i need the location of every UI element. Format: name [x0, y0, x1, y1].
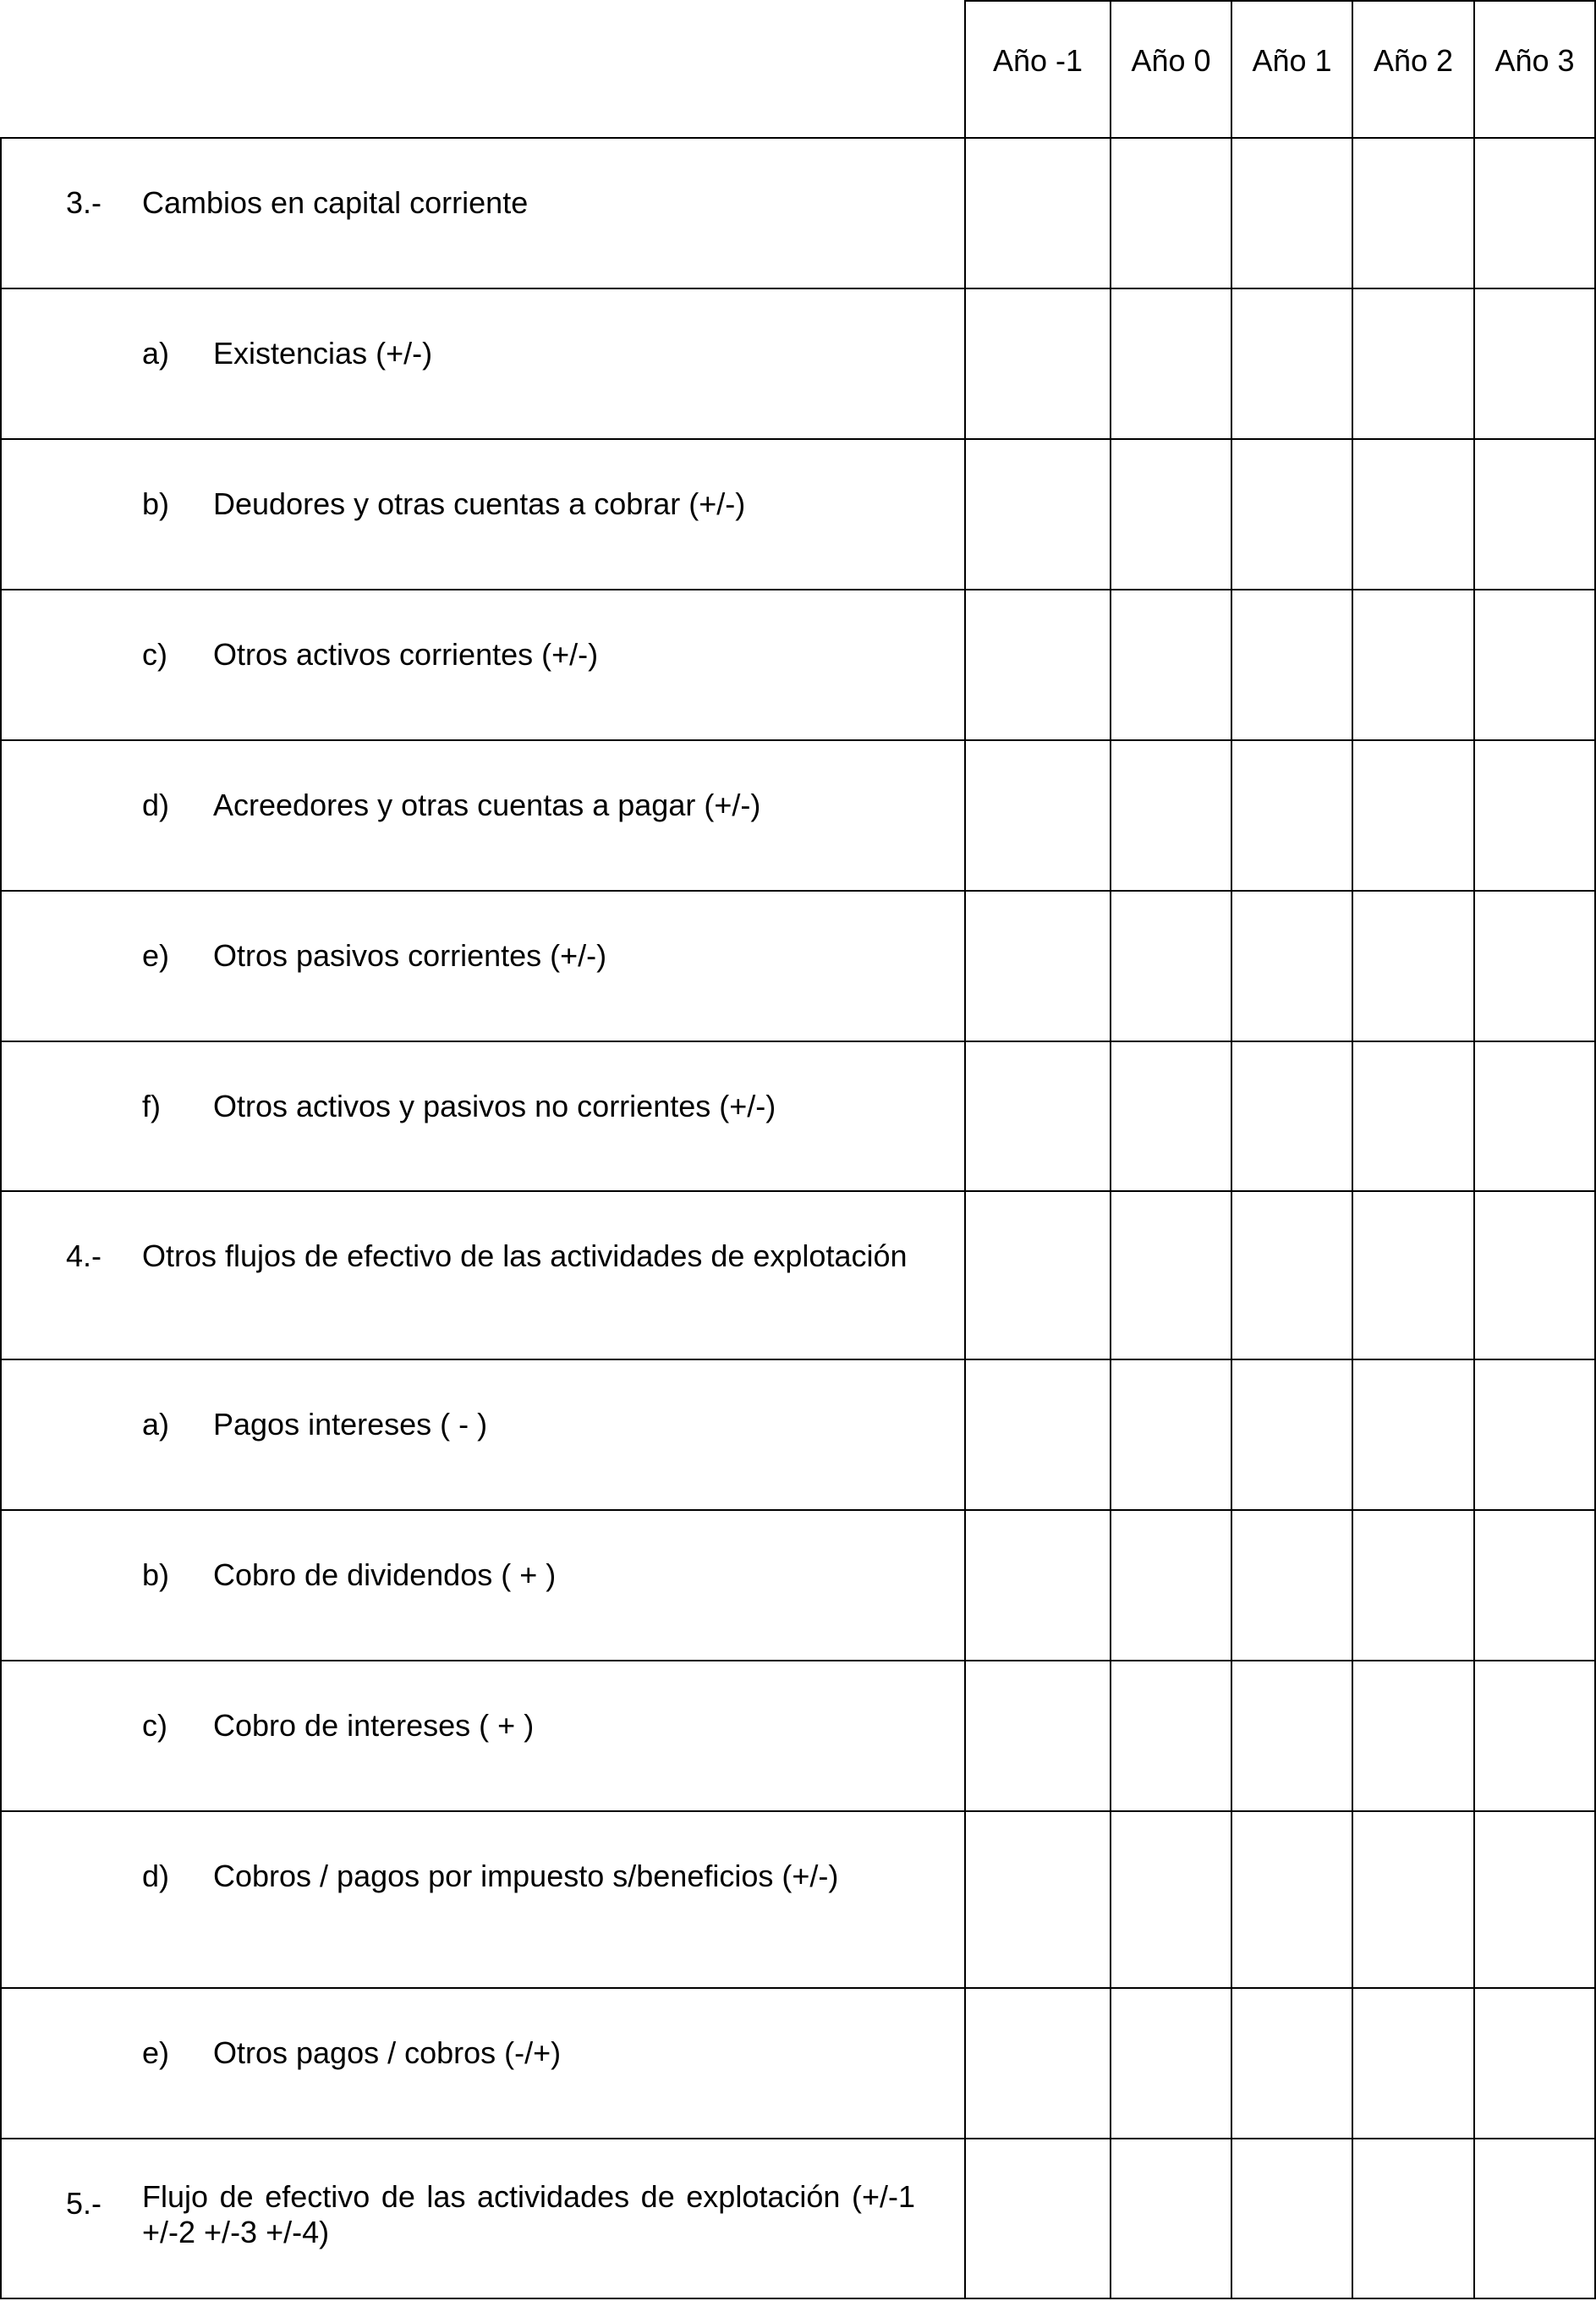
- row-number: e): [142, 938, 170, 973]
- row-label: Cambios en capital corriente: [142, 185, 529, 220]
- row-label: Otros pasivos corrientes (+/-): [213, 938, 607, 973]
- row-number: f): [142, 1089, 161, 1123]
- row-number: a): [142, 1407, 170, 1442]
- row-number: 4.-: [66, 1238, 102, 1273]
- column-header-year-minus-1: Año -1: [992, 42, 1083, 78]
- row-number: 5.-: [66, 2186, 102, 2221]
- table-row: [0, 1360, 964, 1509]
- table-row: [0, 1511, 964, 1660]
- table-border-bottom: [0, 2298, 1596, 2299]
- column-header-year-2: Año 2: [1373, 42, 1454, 78]
- column-divider: [1352, 0, 1353, 2299]
- row-label: Otros flujos de efectivo de las actividades de explotación: [142, 1238, 908, 1273]
- row-number: c): [142, 1708, 167, 1743]
- table-row: [0, 1042, 964, 1190]
- row-label: Cobro de dividendos ( + ): [213, 1557, 557, 1592]
- column-header-year-0: Año 0: [1131, 42, 1211, 78]
- row-label: Deudores y otras cuentas a cobrar (+/-): [213, 486, 746, 521]
- column-header-year-3: Año 3: [1495, 42, 1575, 78]
- row-label: Existencias (+/-): [213, 336, 433, 371]
- table-row: [0, 1989, 964, 2138]
- table-row: [0, 1192, 964, 1359]
- row-label: Pagos intereses ( - ): [213, 1407, 488, 1442]
- table-row: [0, 440, 964, 589]
- row-number: d): [142, 788, 170, 822]
- row-label: Acreedores y otras cuentas a pagar (+/-): [213, 788, 761, 822]
- row-number: b): [142, 486, 170, 521]
- row-label: Otros activos corrientes (+/-): [213, 637, 599, 672]
- row-label: Otros activos y pasivos no corrientes (+/-): [213, 1089, 776, 1123]
- table-row: [0, 289, 964, 438]
- row-number: e): [142, 2035, 170, 2070]
- row-number: d): [142, 1859, 170, 1893]
- row-number: 3.-: [66, 185, 102, 220]
- table-row: [0, 590, 964, 739]
- column-divider: [1110, 0, 1111, 2299]
- row-label: Cobro de intereses ( + ): [213, 1708, 535, 1743]
- row-number: a): [142, 336, 170, 371]
- row-number: b): [142, 1557, 170, 1592]
- row-label: Cobros / pagos por impuesto s/beneficios (+/-): [213, 1859, 839, 1893]
- table-row: [0, 741, 964, 890]
- table-row: [0, 139, 964, 288]
- table-row: [0, 892, 964, 1041]
- column-header-year-1: Año 1: [1252, 42, 1332, 78]
- row-label: Otros pagos / cobros (-/+): [213, 2035, 562, 2070]
- table-row: [0, 2139, 964, 2298]
- table-row: [0, 1812, 964, 1987]
- table-row: [0, 1661, 964, 1810]
- row-label: Flujo de efectivo de las actividades de explotación (+/-1 +/-2 +/-3 +/-4): [142, 2179, 915, 2249]
- column-divider: [964, 0, 966, 2299]
- column-divider: [1473, 0, 1475, 2299]
- row-number: c): [142, 637, 167, 672]
- column-divider: [1231, 0, 1232, 2299]
